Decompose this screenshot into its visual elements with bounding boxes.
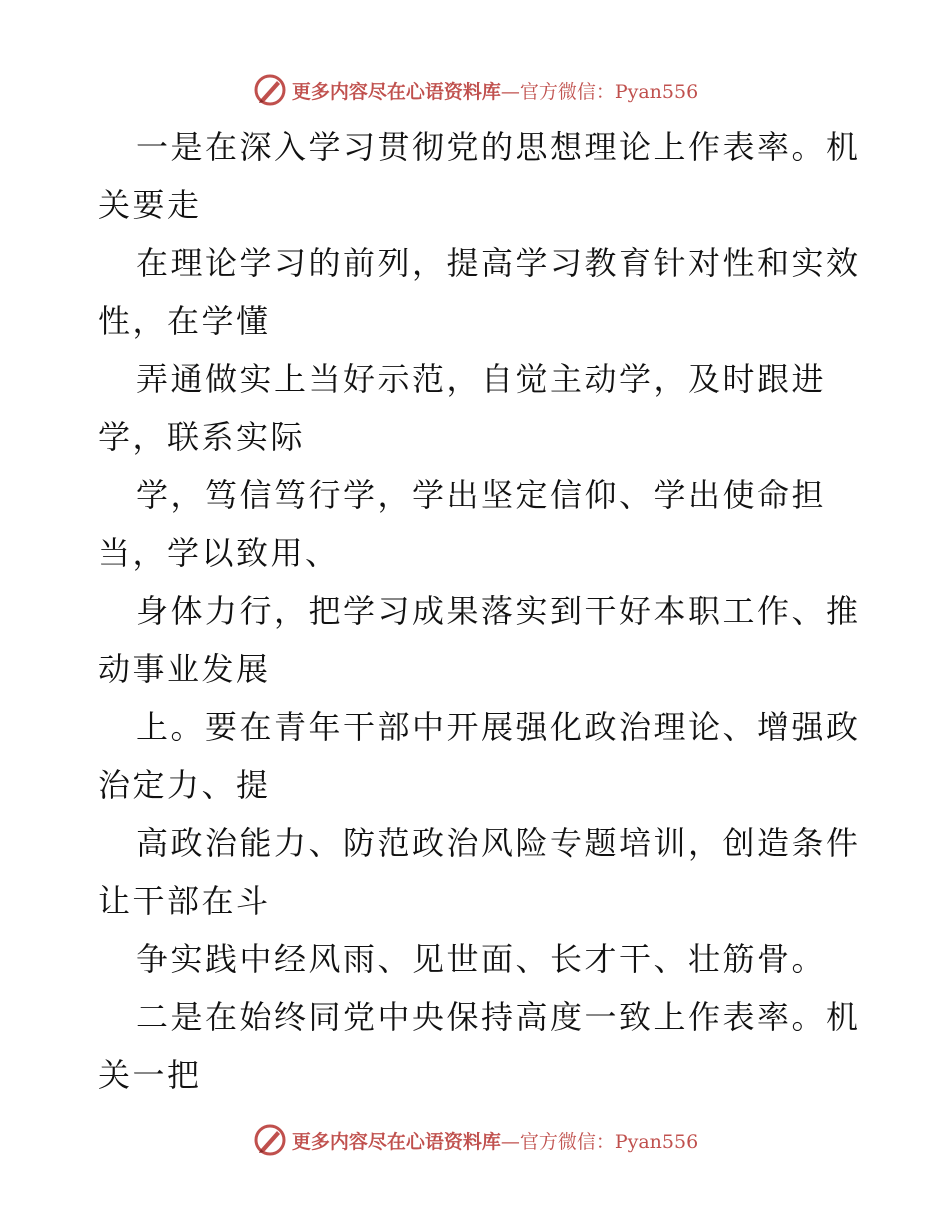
text-line: 学，联系实际 <box>98 418 306 456</box>
text-line: 一是在深入学习贯彻党的思想理论上作表率。机 <box>136 128 861 166</box>
footer-watermark <box>0 1120 950 1160</box>
header-watermark <box>0 70 950 110</box>
text-line: 在理论学习的前列，提高学习教育针对性和实效 <box>136 244 861 282</box>
text-line: 弄通做实上当好示范，自觉主动学，及时跟进 <box>136 360 827 398</box>
pen-circle-logo-icon <box>252 1122 288 1158</box>
text-line: 当，学以致用、 <box>98 534 340 572</box>
text-line: 治定力、提 <box>98 766 271 804</box>
pen-circle-logo-icon <box>252 72 288 108</box>
text-line: 性，在学懂 <box>98 302 271 340</box>
text-line: 争实践中经风雨、见世面、长才干、壮筋骨。 <box>136 940 827 978</box>
text-line: 让干部在斗 <box>98 882 271 920</box>
text-line: 二是在始终同党中央保持高度一致上作表率。机 <box>136 998 861 1036</box>
document-body <box>98 118 861 1104</box>
text-line: 关要走 <box>98 186 202 224</box>
text-line: 上。要在青年干部中开展强化政治理论、增强政 <box>136 708 861 746</box>
watermark-text: 更多内容尽在心语资料库—官方微信：Pyan556 <box>291 80 699 103</box>
text-line: 学，笃信笃行学，学出坚定信仰、学出使命担 <box>136 476 827 514</box>
text-line: 关一把 <box>98 1056 202 1094</box>
text-line: 身体力行，把学习成果落实到干好本职工作、推 <box>136 592 861 630</box>
text-line: 动事业发展 <box>98 650 271 688</box>
text-line: 高政治能力、防范政治风险专题培训，创造条件 <box>136 824 861 862</box>
watermark-text: 更多内容尽在心语资料库—官方微信：Pyan556 <box>291 1130 699 1153</box>
